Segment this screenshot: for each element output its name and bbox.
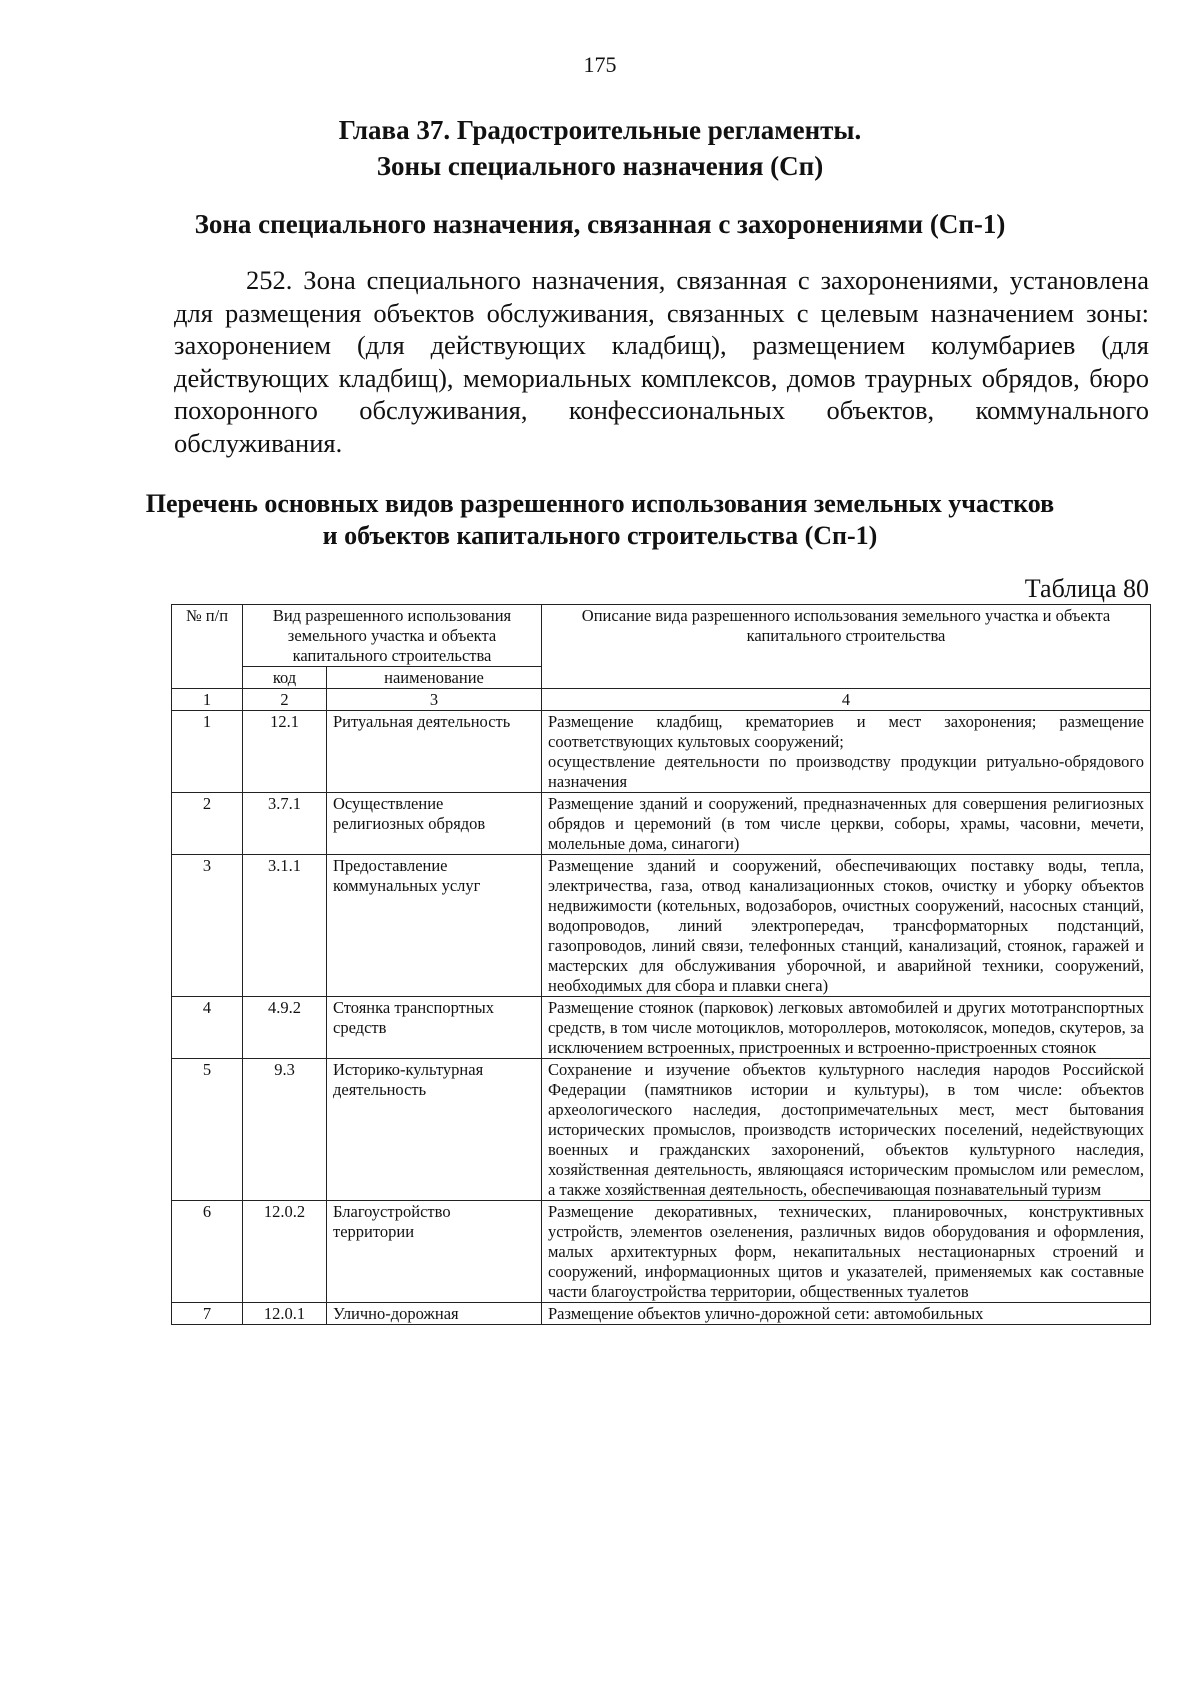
row-name: Благоустройство территории	[327, 1201, 542, 1303]
row-name: Ритуальная деятельность	[327, 711, 542, 793]
row-description: Размещение стоянок (парковок) легковых автомобилей и других мототранспортных средств, в том числе мотоциклов, мотороллеров, мотоколясок, мопедов, скутеров, за исключением встроенных, пристроенных и встроенно-пристроенных стоянок	[542, 997, 1151, 1059]
chapter-heading-line-2: Зоны специального назначения (Сп)	[376, 151, 824, 181]
row-description: Размещение зданий и сооружений, предназначенных для совершения религиозных обрядов и церемоний (в том числе церкви, соборы, храмы, часовни, мечети, молельные дома, синагоги)	[542, 793, 1151, 855]
row-num: 4	[172, 997, 243, 1059]
row-description	[542, 711, 1151, 793]
row-code: 12.0.2	[243, 1201, 327, 1303]
row-description: Сохранение и изучение объектов культурного наследия народов Российской Федерации (памятников истории и культуры), в том числе: объектов археологического наследия, достопримечательных мест, мест бытования исторических промыслов, производств исторических поселений, недействующих военных и гражданских захоронений, объектов культурного наследия, хозяйственная деятельность, являющаяся историческим промыслом или ремеслом, а также хозяйственная деятельность, обеспечивающая познавательный туризм	[542, 1059, 1151, 1201]
row-code: 12.1	[243, 711, 327, 793]
row-num: 2	[172, 793, 243, 855]
zone-heading: Зона специального назначения, связанная с захоронениями (Сп-1)	[194, 209, 1006, 239]
column-number: 1	[172, 689, 243, 711]
column-number: 4	[542, 689, 1151, 711]
column-numbers-row	[172, 689, 1151, 711]
table-row	[172, 855, 1151, 997]
row-num: 5	[172, 1059, 243, 1201]
row-description-part-1: Размещение кладбищ, крематориев и мест захоронения; размещение соответствующих культовых сооружений;	[548, 712, 1144, 751]
table-row	[172, 1059, 1151, 1201]
table-row	[172, 1201, 1151, 1303]
row-code: 3.1.1	[243, 855, 327, 997]
row-num: 6	[172, 1201, 243, 1303]
list-title	[0, 488, 1200, 552]
row-code: 3.7.1	[243, 793, 327, 855]
chapter-heading	[0, 112, 1200, 184]
page-number: 175	[583, 52, 617, 77]
table-row	[172, 1303, 1151, 1325]
row-num: 3	[172, 855, 243, 997]
table-row	[172, 793, 1151, 855]
table-label: Таблица 80	[1024, 574, 1149, 603]
row-name: Улично-дорожная	[327, 1303, 542, 1325]
permitted-use-table	[171, 604, 1151, 1325]
header-code: код	[243, 667, 327, 689]
row-description: Размещение зданий и сооружений, обеспечивающих поставку воды, тепла, электричества, газа, отвод канализационных стоков, очистку и уборку объектов недвижимости (котельных, водозаборов, очистных сооружений, насосных станций, водопроводов, линий электропередач, трансформаторных подстанций, газопроводов, линий связи, телефонных станций, канализаций, стоянок, гаражей и мастерских для обслуживания уборочной, и аварийной техники, сооружений, необходимых для сбора и плавки снега)	[542, 855, 1151, 997]
header-name: наименование	[327, 667, 542, 689]
row-description: Размещение декоративных, технических, планировочных, конструктивных устройств, элементов озеленения, различных видов оборудования и оформления, малых архитектурных форм, некапитальных нестационарных строений и сооружений, информационных щитов и указателей, применяемых как составные части благоустройства территории, общественных туалетов	[542, 1201, 1151, 1303]
header-num: № п/п	[172, 605, 243, 689]
row-name: Стоянка транспортных средств	[327, 997, 542, 1059]
zone-description-paragraph: 252. Зона специального назначения, связанная с захоронениями, установлена для размещения объектов обслуживания, связанных с целевым назначением зоны: захоронением (для действующих кладбищ), размещением колумбариев (для действующих кладбищ), мемориальных комплексов, домов траурных обрядов, бюро похоронного обслуживания, конфессиональных объектов, коммунального обслуживания.	[174, 265, 1149, 458]
chapter-heading-line-1: Глава 37. Градостроительные регламенты.	[338, 115, 862, 145]
row-name: Историко-культурная деятельность	[327, 1059, 542, 1201]
row-code: 12.0.1	[243, 1303, 327, 1325]
row-num: 7	[172, 1303, 243, 1325]
row-code: 4.9.2	[243, 997, 327, 1059]
header-description: Описание вида разрешенного использования земельного участка и объекта капитального строительства	[542, 605, 1151, 689]
row-description-part-2: осуществление деятельности по производству продукции ритуально-обрядового назначения	[548, 752, 1144, 791]
row-description: Размещение объектов улично-дорожной сети: автомобильных	[542, 1303, 1151, 1325]
column-number: 2	[243, 689, 327, 711]
row-code: 9.3	[243, 1059, 327, 1201]
row-name: Осуществление религиозных обрядов	[327, 793, 542, 855]
row-name: Предоставление коммунальных услуг	[327, 855, 542, 997]
header-kind: Вид разрешенного использования земельного участка и объекта капитального строительства	[243, 605, 542, 667]
list-title-line-2: и объектов капитального строительства (Сп-1)	[322, 521, 878, 550]
table-row	[172, 711, 1151, 793]
column-number: 3	[327, 689, 542, 711]
table-header-row	[172, 605, 1151, 667]
table-row	[172, 997, 1151, 1059]
list-title-line-1: Перечень основных видов разрешенного использования земельных участков	[145, 489, 1055, 518]
row-num: 1	[172, 711, 243, 793]
